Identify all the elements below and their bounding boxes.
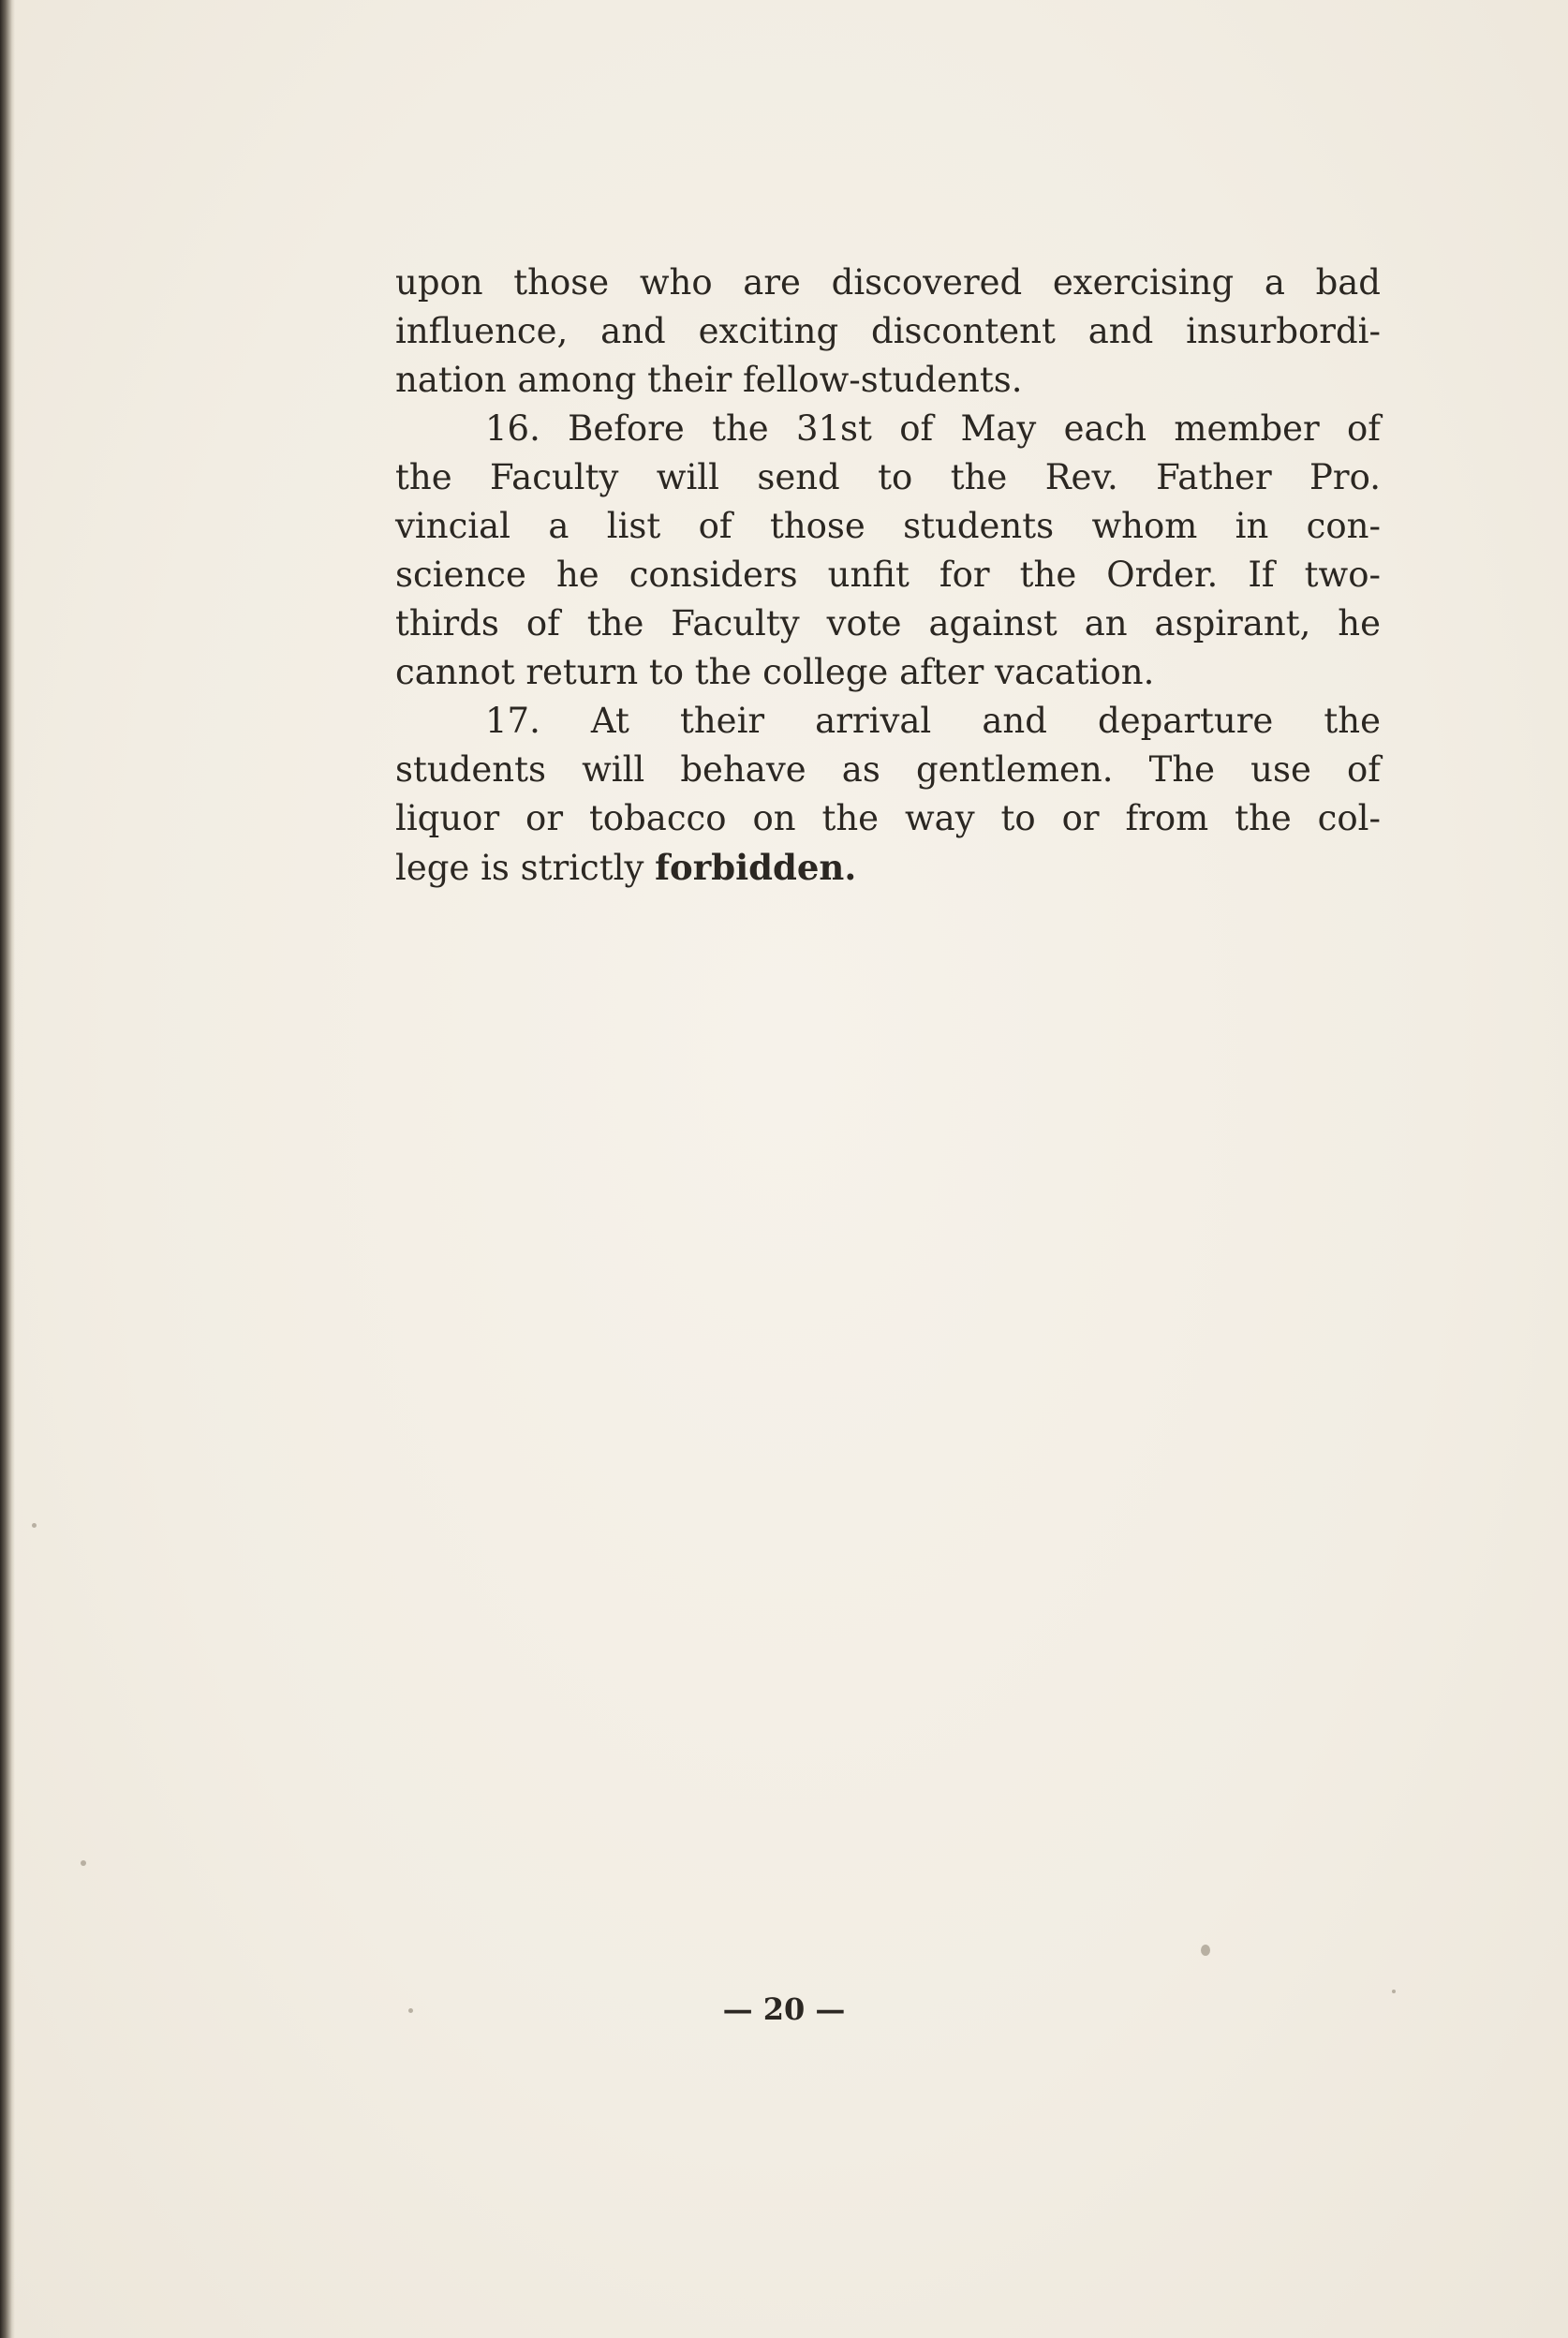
paper-speck xyxy=(32,1523,37,1528)
final-line-prefix: lege is strictly xyxy=(395,848,656,888)
paper-speck xyxy=(1201,1945,1210,1956)
text-line: science he considers unfit for the Order. If two- xyxy=(395,555,1381,595)
text-line: nation among their fellow-students. xyxy=(395,360,1023,400)
text-line: vincial a list of those students whom in con- xyxy=(395,506,1381,546)
text-line: students will behave as gentlemen. The use of xyxy=(395,749,1381,790)
text-line: cannot return to the college after vacation. xyxy=(395,652,1155,692)
rule-17-start: 17. At their arrival and departure the xyxy=(485,701,1381,741)
forbidden-word: forbidden. xyxy=(655,847,857,888)
paper-speck xyxy=(81,1860,86,1866)
final-text-line xyxy=(395,843,1381,892)
text-line: influence, and exciting discontent and insurbordi- xyxy=(395,311,1381,351)
text-line: the Faculty will send to the Rev. Father Pro. xyxy=(395,457,1381,497)
page-number: — 20 — xyxy=(722,1991,846,2027)
text-line: upon those who are discovered exercising a bad xyxy=(395,262,1381,303)
rule-16-start: 16. Before the 31st of May each member of xyxy=(485,408,1381,449)
paper-speck xyxy=(1392,1990,1396,1993)
body-text xyxy=(395,259,1381,892)
text-line: thirds of the Faculty vote against an aspirant, he xyxy=(395,603,1381,644)
paper-speck xyxy=(408,2008,413,2013)
text-line: liquor or tobacco on the way to or from the col- xyxy=(395,798,1381,838)
page-binding-edge xyxy=(0,0,15,2338)
